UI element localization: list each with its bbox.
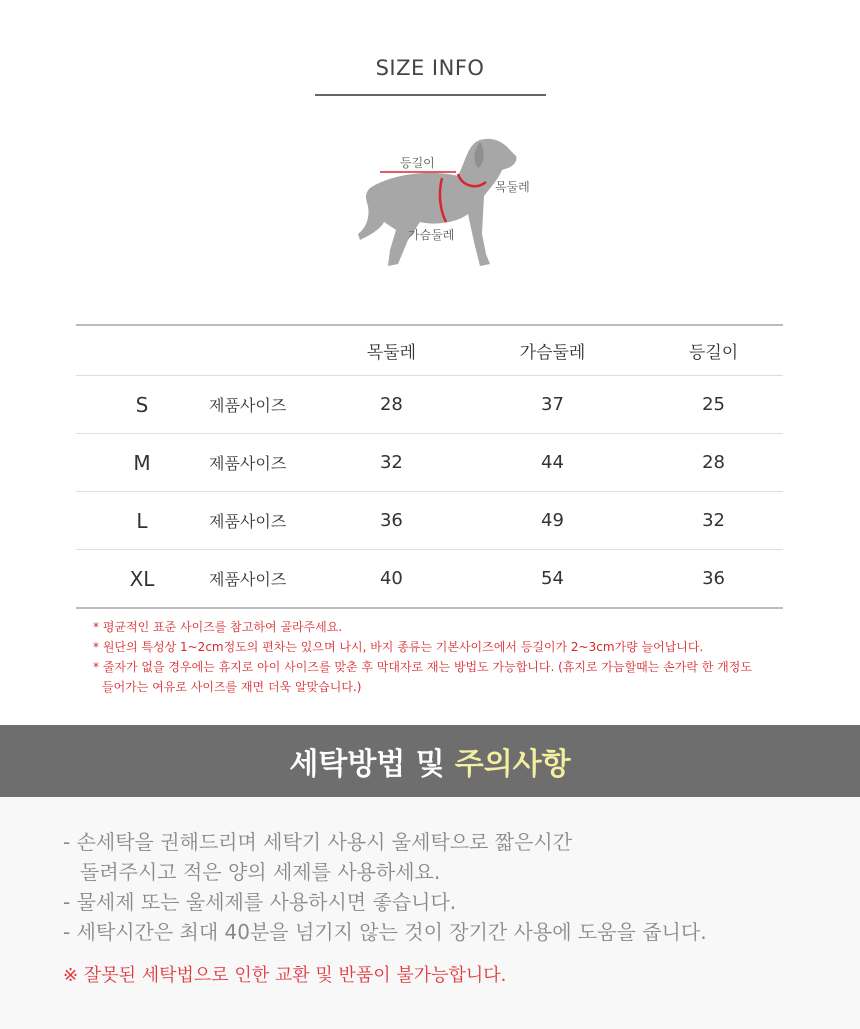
header-type (208, 325, 322, 376)
washing-instructions (0, 797, 860, 1029)
size-cell: M (76, 434, 208, 492)
header-chest: 가슴둘레 (519, 343, 586, 363)
chest-cell: 49 (461, 492, 644, 550)
back-cell: 36 (644, 550, 783, 609)
table-row (76, 376, 783, 434)
header-back: 등길이 (688, 343, 739, 363)
note-line: 들어가는 여유로 사이즈를 재면 더욱 알맞습니다.) (102, 680, 362, 694)
washing-line: - 세탁시간은 최대 40분을 넘기지 않는 것이 장기간 사용에 도움을 줍니다. (63, 920, 707, 944)
washing-line: - 물세제 또는 울세제를 사용하시면 좋습니다. (63, 890, 457, 914)
neck-cell: 32 (322, 434, 461, 492)
type-cell: 제품사이즈 (208, 550, 322, 609)
back-cell: 25 (644, 376, 783, 434)
note-line: * 원단의 특성상 1~2cm정도의 편차는 있으며 나시, 바지 종류는 기본사이즈에서 등길이가 2~3cm가량 늘어납니다. (93, 640, 704, 654)
chest-cell: 54 (461, 550, 644, 609)
dog-label-chest: 가슴둘레 (408, 228, 455, 242)
neck-cell: 36 (322, 492, 461, 550)
type-cell: 제품사이즈 (208, 492, 322, 550)
washing-warning: ※ 잘못된 세탁법으로 인한 교환 및 반품이 불가능합니다. (63, 965, 507, 986)
table-row (76, 492, 783, 550)
chest-cell: 44 (461, 434, 644, 492)
washing-line: - 손세탁을 권해드리며 세탁기 사용시 울세탁으로 짧은시간 (63, 830, 573, 854)
table-row (76, 434, 783, 492)
type-cell: 제품사이즈 (208, 434, 322, 492)
table-row (76, 550, 783, 609)
size-table-header-row (76, 325, 783, 376)
back-cell: 32 (644, 492, 783, 550)
dog-label-back: 등길이 (400, 156, 435, 170)
size-table (76, 324, 783, 609)
header-size (76, 325, 208, 376)
chest-cell: 37 (461, 376, 644, 434)
size-cell: L (76, 492, 208, 550)
washing-banner (0, 725, 860, 797)
size-cell: S (76, 376, 208, 434)
dog-label-neck: 목둘레 (495, 180, 530, 194)
washing-title: 세탁방법 및 (289, 747, 445, 782)
title-underline (315, 94, 546, 96)
washing-title-highlight: 주의사항 (454, 747, 571, 782)
header-neck: 목둘레 (366, 343, 417, 363)
size-cell: XL (76, 550, 208, 609)
type-cell: 제품사이즈 (208, 376, 322, 434)
neck-cell: 40 (322, 550, 461, 609)
washing-line: 돌려주시고 적은 양의 세제를 사용하세요. (80, 860, 441, 884)
back-cell: 28 (644, 434, 783, 492)
note-line: * 평균적인 표준 사이즈를 참고하여 골라주세요. (93, 620, 343, 634)
size-notes (93, 617, 783, 697)
size-info-title: SIZE INFO (375, 56, 485, 80)
dog-measurement-illustration (340, 130, 540, 280)
dog-silhouette-icon (340, 130, 540, 280)
neck-cell: 28 (322, 376, 461, 434)
note-line: * 줄자가 없을 경우에는 휴지로 아이 사이즈를 맞춘 후 막대자로 재는 방법도 가능합니다. (휴지로 가늠할때는 손가락 한 개정도 (93, 660, 752, 674)
